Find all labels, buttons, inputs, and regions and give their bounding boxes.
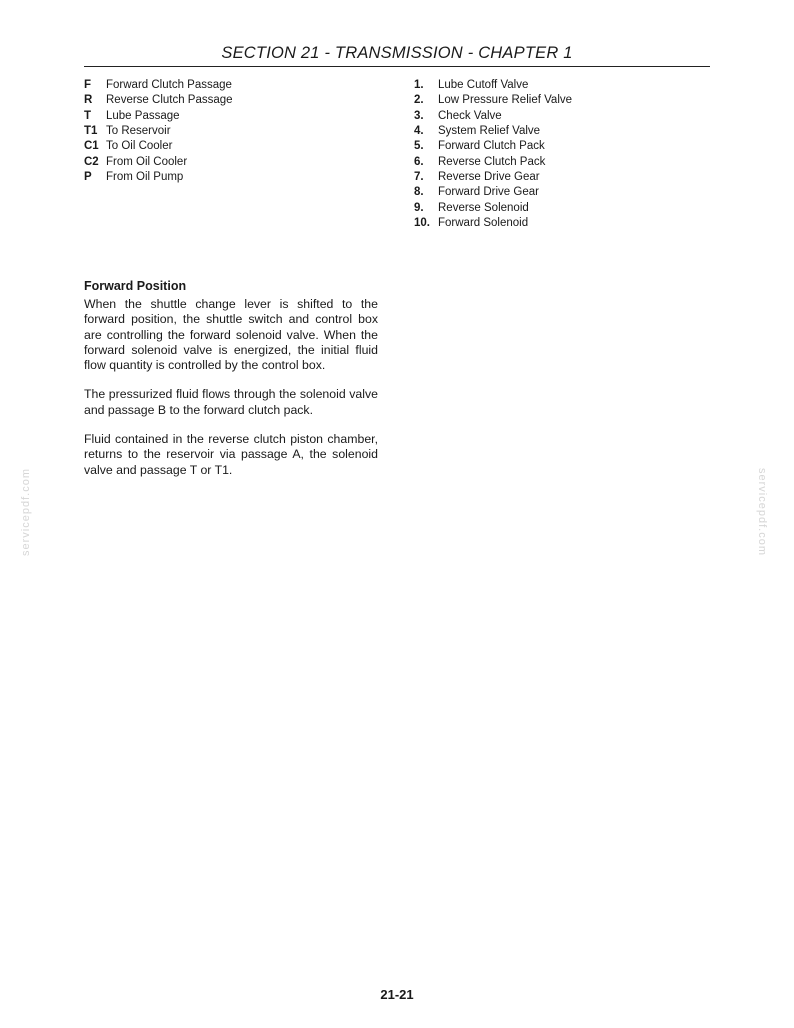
legend-label: Lube Passage (106, 109, 180, 122)
legend-item (414, 78, 714, 93)
legend-label: Check Valve (438, 109, 502, 122)
header-title: SECTION 21 - TRANSMISSION - CHAPTER 1 (221, 44, 573, 62)
legend-letters (84, 78, 384, 185)
legend-numbers (414, 78, 714, 231)
legend-key: 3. (414, 109, 424, 122)
legend-key: 8. (414, 186, 424, 199)
legend-item (84, 93, 384, 108)
legend-key: P (84, 171, 92, 184)
legend-label: From Oil Cooler (106, 155, 188, 168)
legend-key: C2 (84, 155, 99, 168)
legend-item (414, 93, 714, 108)
legend-item (414, 201, 714, 216)
legend-item (414, 170, 714, 185)
legend-item (414, 124, 714, 139)
paragraph: When the shuttle change lever is shifted to the forward position, the shuttle switch and control box are controlling the forward solenoid valve. When the forward solenoid valve is energized, the initial fluid flow quantity is controlled by the control box. (84, 297, 378, 373)
legend-item (414, 216, 714, 231)
legend-key: 2. (414, 94, 424, 107)
legend-key: 10. (414, 217, 430, 230)
legend-label: Low Pressure Relief Valve (438, 94, 573, 107)
section-heading: Forward Position (84, 279, 187, 293)
legend-item (414, 109, 714, 124)
legend-label: Reverse Clutch Pack (438, 155, 546, 168)
legend-label: From Oil Pump (106, 171, 184, 184)
legend-label: Reverse Drive Gear (438, 171, 540, 184)
legend-item (414, 155, 714, 170)
page-header (84, 40, 710, 67)
legend-item (414, 185, 714, 200)
legend-key: F (84, 79, 92, 91)
legend-item (84, 109, 384, 124)
legend-key: 1. (414, 79, 424, 91)
paragraph: The pressurized fluid flows through the solenoid valve and passage B to the forward clutch pack. (84, 387, 378, 417)
legend-label: Forward Clutch Passage (106, 79, 232, 91)
legend-label: Reverse Solenoid (438, 201, 529, 214)
legend-key: T (84, 109, 92, 122)
legend-label: Reverse Clutch Passage (106, 94, 233, 107)
legend-item (414, 139, 714, 154)
paragraph: Fluid contained in the reverse clutch piston chamber, returns to the reservoir via passage A, the solenoid valve and passage T or T1. (84, 432, 378, 477)
legend-label: Forward Clutch Pack (438, 140, 545, 153)
legend-key: C1 (84, 140, 99, 153)
legend-label: To Reservoir (106, 125, 171, 138)
legend-key: 5. (414, 140, 424, 153)
forward-position-section (84, 279, 378, 492)
legend-item (84, 170, 384, 185)
legend-key: 4. (414, 125, 424, 138)
legend-key: 9. (414, 201, 424, 214)
watermark-right: servicepdf.com (755, 468, 768, 556)
legend-item (84, 139, 384, 154)
legend-key: 7. (414, 171, 424, 184)
page-number: 21-21 (380, 987, 414, 1002)
watermark-left: servicepdf.com (19, 468, 32, 556)
legend-item (84, 155, 384, 170)
legend-label: To Oil Cooler (106, 140, 173, 153)
legend-key: 6. (414, 155, 424, 168)
legend-label: Lube Cutoff Valve (438, 79, 529, 91)
legend-item (84, 78, 384, 93)
legend-item (84, 124, 384, 139)
legend-key: T1 (84, 125, 98, 138)
legend-label: Forward Drive Gear (438, 186, 539, 199)
legend-label: System Relief Valve (438, 125, 541, 138)
legend-label: Forward Solenoid (438, 217, 529, 230)
legend-key: R (84, 94, 93, 107)
